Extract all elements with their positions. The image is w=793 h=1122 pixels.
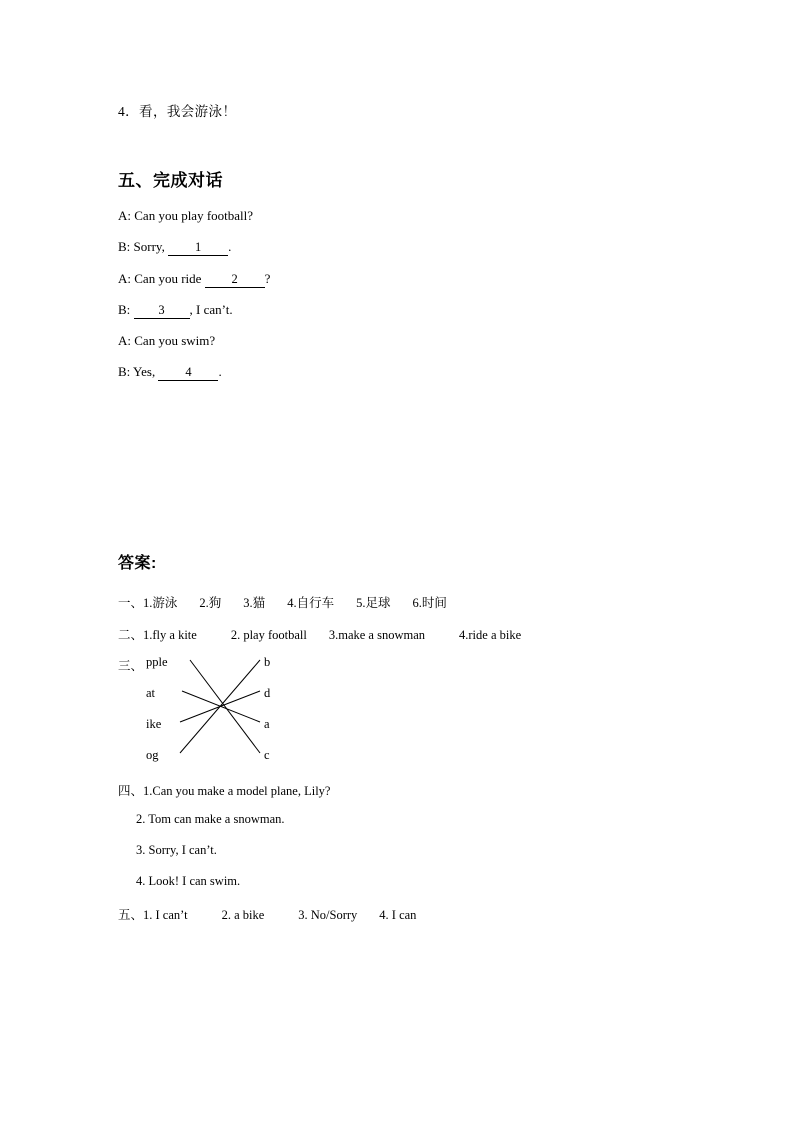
dialogue-line-4-prefix: B:: [118, 302, 131, 317]
dialogue-line-3: [118, 271, 270, 288]
answers-row-two-item-4: 4.ride a bike: [459, 628, 522, 642]
answers-row-four-line-4: 4. Look! I can swim.: [136, 874, 241, 888]
dialogue-line-2: [118, 239, 231, 256]
match-right-item-1[interactable]: b: [264, 655, 271, 669]
answers-row-two-item-2: 2. play football: [230, 628, 307, 642]
dialogue-line-1-text: A: Can you play football?: [118, 208, 254, 223]
match-left-item-1[interactable]: pple: [146, 655, 168, 669]
answers-row-four-line-3: 3. Sorry, I can’t.: [136, 843, 217, 857]
answers-row-four-item-1: 1.Can you make a model plane, Lily?: [143, 784, 331, 798]
answers-row-one-item-4: 4.自行车: [287, 596, 335, 610]
answers-row-one: [118, 593, 447, 611]
dialogue-line-4-suffix: , I can’t.: [189, 302, 233, 317]
dialogue-line-5: [118, 333, 215, 349]
dialogue-line-6-suffix: .: [218, 364, 222, 379]
answers-row-two-item-3: 3.make a snowman: [328, 628, 426, 642]
dialogue-line-1: [118, 208, 253, 224]
dialogue-line-2-suffix: .: [228, 239, 232, 254]
answers-row-five-item-4: 4. I can: [379, 908, 417, 922]
answers-row-five-item-3: 3. No/Sorry: [298, 908, 358, 922]
answers-row-five: [118, 905, 416, 923]
answers-heading: 答案:: [118, 555, 157, 572]
match-right-item-3[interactable]: a: [264, 717, 270, 731]
answers-row-one-item-2: 2.狗: [199, 596, 222, 610]
dialogue-line-6-prefix: B: Yes,: [118, 364, 156, 379]
matching-exercise: [146, 650, 306, 775]
answers-row-five-label: 五、: [118, 908, 144, 922]
dialogue-blank-3[interactable]: 3: [134, 303, 190, 319]
match-right-item-4[interactable]: c: [264, 748, 270, 762]
answers-row-five-item-2: 2. a bike: [221, 908, 265, 922]
answers-row-four-line-1: [118, 781, 330, 799]
answers-row-one-item-6: 6.时间: [412, 596, 447, 610]
match-right-item-2[interactable]: d: [264, 686, 271, 700]
dialogue-line-5-text: A: Can you swim?: [118, 333, 216, 348]
dialogue-line-6: [118, 364, 222, 381]
answers-row-two-item-1: 1.fly a kite: [143, 628, 197, 642]
section-five-heading: 五、完成对话: [118, 171, 223, 190]
match-left-item-2[interactable]: at: [146, 686, 156, 700]
answers-row-four-label: 四、: [118, 784, 144, 798]
question-four-item-4: 4．看，我会游泳！: [118, 104, 237, 119]
answers-row-one-item-1: 1.游泳: [143, 596, 178, 610]
answers-row-one-label: 一、: [118, 596, 144, 610]
answers-row-five-item-1: 1. I can’t: [143, 908, 188, 922]
answers-row-two: [118, 625, 521, 643]
dialogue-blank-2[interactable]: 2: [205, 272, 265, 288]
dialogue-blank-4[interactable]: 4: [158, 365, 218, 381]
match-left-item-4[interactable]: og: [146, 748, 159, 762]
answers-row-four-line-2: 2. Tom can make a snowman.: [136, 812, 285, 826]
dialogue-line-3-suffix: ?: [264, 271, 271, 286]
dialogue-line-4: [118, 302, 233, 319]
dialogue-line-2-prefix: B: Sorry,: [118, 239, 165, 254]
answers-row-two-label: 二、: [118, 628, 144, 642]
answers-row-three-label: 三、: [118, 659, 144, 673]
answers-row-one-item-5: 5.足球: [356, 596, 391, 610]
dialogue-blank-1[interactable]: 1: [168, 240, 228, 256]
match-left-item-3[interactable]: ike: [146, 717, 162, 731]
answers-row-one-item-3: 3.猫: [243, 596, 266, 610]
dialogue-line-3-prefix: A: Can you ride: [118, 271, 202, 286]
